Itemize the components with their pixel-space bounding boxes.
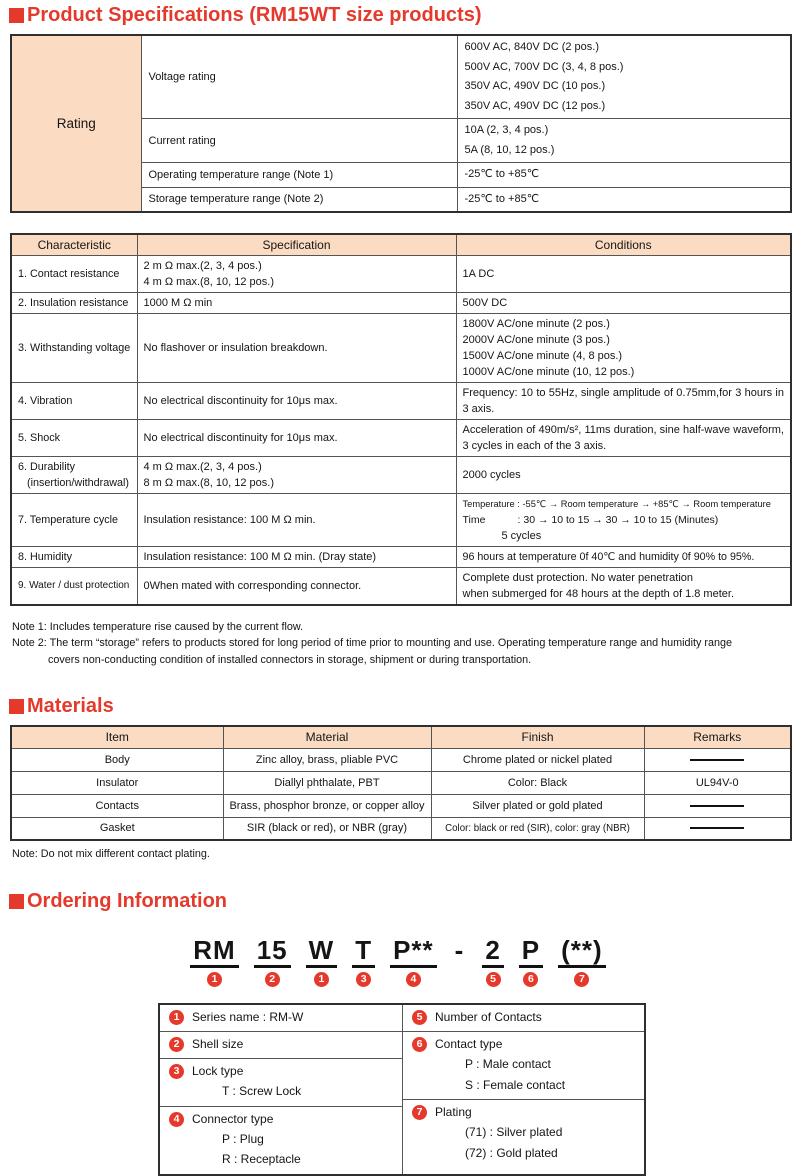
characteristic-cell	[11, 456, 137, 493]
material-cell: Diallyl phthalate, PBT	[223, 771, 431, 794]
text-line: 8 m Ω max.(8, 10, 12 pos.)	[143, 476, 274, 489]
ordering-code-segment	[306, 935, 338, 987]
characteristic-cell	[11, 292, 137, 313]
specification-cell	[137, 493, 456, 546]
finish-cell: Chrome plated or nickel plated	[431, 748, 644, 771]
code-part: T	[352, 935, 375, 968]
ordering-legend	[158, 1003, 646, 1176]
legend-entry	[412, 1008, 638, 1027]
text-line: Note 2: The term “storage” refers to products stored for long period of time prior to mounting and use. Operating temperature range and humidity range	[12, 637, 732, 649]
legend-label: Contact type	[435, 1037, 503, 1051]
materials-table	[10, 725, 792, 841]
text-line: 500V DC	[462, 296, 508, 309]
item-cell: Contacts	[11, 794, 223, 817]
legend-label: Number of Contacts	[435, 1010, 542, 1024]
conditions-cell	[456, 567, 791, 605]
legend-number-badge: 1	[169, 1010, 184, 1025]
code-number-badge: 1	[314, 972, 329, 987]
text-line: Acceleration of 490m/s², 11ms duration, sine half-wave waveform, 3 cycles in each of the 3 axis.	[462, 423, 784, 452]
legend-option: P : Male contact	[465, 1057, 551, 1071]
conditions-cell	[456, 255, 791, 292]
legend-cell	[160, 1107, 402, 1174]
column-header: Finish	[431, 726, 644, 748]
ordering-code-segment	[352, 935, 375, 987]
code-part: 2	[482, 935, 503, 968]
rating-value-cell	[457, 119, 791, 163]
legend-entry	[169, 1035, 396, 1054]
legend-label: Plating	[435, 1105, 472, 1119]
text-line: 0When mated with corresponding connector.	[143, 579, 362, 592]
ordering-code-segment	[452, 935, 468, 965]
text-line: Voltage rating	[148, 71, 216, 83]
legend-column	[402, 1005, 644, 1174]
ordering-code-segment	[482, 935, 503, 987]
text-line: 2000 cycles	[462, 468, 521, 481]
specification-cell	[137, 292, 456, 313]
legend-entry	[412, 1035, 638, 1054]
text-line: 1800V AC/one minute (2 pos.)	[462, 317, 610, 330]
characteristic-row	[11, 419, 791, 456]
legend-option: S : Female contact	[465, 1077, 566, 1092]
text-line: -25℃ to +85℃	[464, 192, 540, 205]
legend-cell	[160, 1032, 402, 1059]
section-bullet-icon	[9, 699, 24, 714]
characteristic-cell	[11, 382, 137, 419]
ordering-code-segment	[558, 935, 606, 987]
rating-value-cell	[457, 35, 791, 119]
item-cell: Insulator	[11, 771, 223, 794]
specification-cell	[137, 255, 456, 292]
text-line: 600V AC, 840V DC (2 pos.)	[464, 41, 600, 53]
column-header: Material	[223, 726, 431, 748]
section-title-product-specifications	[9, 4, 794, 27]
section-title-text: Materials	[27, 695, 114, 717]
rating-table	[10, 34, 792, 213]
material-row	[11, 794, 791, 817]
text-line: 1. Contact resistance	[18, 267, 120, 280]
text-line: 4. Vibration	[18, 394, 73, 407]
characteristic-row	[11, 456, 791, 493]
legend-number-badge: 7	[412, 1105, 427, 1120]
section-bullet-icon	[9, 894, 24, 909]
legend-entry	[169, 1008, 396, 1027]
material-cell: Brass, phosphor bronze, or copper alloy	[223, 794, 431, 817]
text-line: 5. Shock	[18, 431, 61, 444]
conditions-cell	[456, 419, 791, 456]
text-line: 8. Humidity	[18, 550, 73, 563]
legend-entry	[169, 1110, 396, 1129]
legend-label: Lock type	[192, 1064, 244, 1078]
conditions-cell	[456, 292, 791, 313]
ordering-code-segment	[519, 935, 543, 987]
legend-option: (71) : Silver plated	[465, 1125, 563, 1139]
text-line: 3. Withstanding voltage	[18, 341, 131, 354]
section-title-text: Ordering Information	[27, 890, 227, 912]
section-title-ordering-information	[9, 890, 794, 913]
specification-cell	[137, 567, 456, 605]
ordering-code-segment	[190, 935, 238, 987]
text-line: when submerged for 48 hours at the depth of 1.8 meter.	[462, 587, 735, 600]
column-header: Remarks	[644, 726, 791, 748]
finish-cell: Color: black or red (SIR), color: gray (NBR)	[431, 817, 644, 840]
characteristics-table	[10, 233, 792, 606]
ordering-code-segment	[390, 935, 437, 987]
text-line: Time : 30 → 10 to 15 → 30 → 10 to 15 (Minutes)	[462, 513, 719, 526]
characteristics-header-row	[11, 234, 791, 255]
text-line: Operating temperature range (Note 1)	[148, 168, 334, 181]
text-line: Storage temperature range (Note 2)	[148, 193, 324, 206]
text-line: (insertion/withdrawal)	[27, 476, 130, 489]
remarks-cell: UL94V-0	[644, 771, 791, 794]
characteristic-row	[11, 493, 791, 546]
text-line: Insulation resistance: 100 M Ω min. (Dray state)	[143, 550, 377, 563]
product-specifications-section	[10, 4, 794, 668]
code-number-badge: 1	[207, 972, 222, 987]
legend-entry	[169, 1062, 396, 1081]
conditions-cell	[456, 313, 791, 382]
section-bullet-icon	[9, 8, 24, 23]
conditions-cell	[456, 546, 791, 567]
text-line: No electrical discontinuity for 10μs max.	[143, 394, 338, 407]
specification-cell	[137, 546, 456, 567]
rating-label-cell	[141, 119, 457, 163]
legend-number-badge: 5	[412, 1010, 427, 1025]
material-row	[11, 771, 791, 794]
item-cell: Gasket	[11, 817, 223, 840]
legend-column	[160, 1005, 402, 1174]
characteristic-row	[11, 313, 791, 382]
text-line: 1000 M Ω min	[143, 296, 213, 309]
text-line: 7. Temperature cycle	[18, 513, 119, 526]
legend-number-badge: 4	[169, 1112, 184, 1127]
spec-notes	[12, 619, 794, 669]
rating-label-cell	[141, 187, 457, 212]
specification-cell	[137, 419, 456, 456]
legend-option: P : Plug	[222, 1131, 264, 1146]
characteristic-row	[11, 255, 791, 292]
legend-label: Shell size	[192, 1037, 244, 1051]
column-header: Conditions	[456, 234, 791, 255]
material-row	[11, 748, 791, 771]
section-title-text: Product Specifications (RM15WT size products)	[27, 4, 482, 26]
rating-row	[11, 35, 791, 119]
specification-cell	[137, 382, 456, 419]
text-line: 5 cycles	[501, 529, 542, 542]
code-part: RM	[190, 935, 238, 968]
material-row	[11, 817, 791, 840]
finish-cell: Color: Black	[431, 771, 644, 794]
text-line: 9. Water / dust protection	[18, 579, 130, 591]
remarks-cell	[644, 794, 791, 817]
characteristic-row	[11, 546, 791, 567]
legend-cell	[160, 1059, 402, 1107]
section-title-materials	[9, 695, 794, 718]
column-header: Item	[11, 726, 223, 748]
column-header: Characteristic	[11, 234, 137, 255]
text-line: 2000V AC/one minute (3 pos.)	[462, 333, 610, 346]
dash-icon	[690, 805, 744, 807]
text-line: No flashover or insulation breakdown.	[143, 341, 328, 354]
code-part: W	[306, 935, 338, 968]
rating-value-cell	[457, 187, 791, 212]
legend-option: (72) : Gold plated	[465, 1145, 558, 1160]
text-line: 350V AC, 490V DC (12 pos.)	[464, 99, 606, 112]
text-line: 10A (2, 3, 4 pos.)	[464, 124, 549, 136]
text-line: 1000V AC/one minute (10, 12 pos.)	[462, 365, 635, 378]
characteristic-row	[11, 567, 791, 605]
legend-cell	[403, 1032, 644, 1100]
legend-cell	[160, 1005, 402, 1032]
legend-number-badge: 6	[412, 1037, 427, 1052]
text-line: 6. Durability	[18, 460, 76, 473]
materials-note: Note: Do not mix different contact plating.	[12, 848, 210, 860]
remarks-cell	[644, 748, 791, 771]
text-line: Frequency: 10 to 55Hz, single amplitude of 0.75mm,for 3 hours in 3 axis.	[462, 386, 784, 415]
ordering-information-section	[10, 890, 794, 1176]
ordering-code	[2, 935, 794, 987]
code-part: P**	[390, 935, 437, 968]
text-line: 5A (8, 10, 12 pos.)	[464, 143, 555, 156]
legend-number-badge: 2	[169, 1037, 184, 1052]
materials-header-row	[11, 726, 791, 748]
characteristic-cell	[11, 419, 137, 456]
characteristic-cell	[11, 546, 137, 567]
code-part: 15	[254, 935, 291, 968]
rating-label-cell	[141, 163, 457, 188]
text-line: Note 1: Includes temperature rise caused by the current flow.	[12, 620, 304, 633]
text-line: 2 m Ω max.(2, 3, 4 pos.)	[143, 259, 262, 272]
legend-entry	[412, 1103, 638, 1122]
dash-icon	[690, 827, 744, 829]
code-number-badge: 6	[523, 972, 538, 987]
column-header: Specification	[137, 234, 456, 255]
legend-label: Series name : RM-W	[192, 1010, 304, 1024]
legend-option: T : Screw Lock	[222, 1084, 302, 1098]
code-number-badge: 4	[406, 972, 421, 987]
text-line: 96 hours at temperature 0f 40℃ and humidity 0f 90% to 95%.	[462, 550, 755, 563]
rating-row-header: Rating	[11, 35, 141, 212]
legend-option: R : Receptacle	[222, 1152, 301, 1166]
text-line: Temperature : -55℃ → Room temperature → +85℃ → Room temperature	[462, 498, 771, 509]
ordering-code-segment	[254, 935, 291, 987]
legend-cell	[403, 1100, 644, 1174]
code-number-badge: 5	[486, 972, 501, 987]
legend-label: Connector type	[192, 1111, 274, 1126]
text-line: Current rating	[148, 134, 216, 147]
rating-value-cell	[457, 163, 791, 188]
text-line: -25℃ to +85℃	[464, 168, 540, 180]
conditions-cell	[456, 493, 791, 546]
characteristic-cell	[11, 313, 137, 382]
legend-number-badge: 3	[169, 1064, 184, 1079]
characteristic-row	[11, 382, 791, 419]
material-cell: Zinc alloy, brass, pliable PVC	[223, 748, 431, 771]
materials-section	[10, 695, 794, 862]
text-line: Complete dust protection. No water penetration	[462, 571, 694, 584]
code-number-badge: 3	[356, 972, 371, 987]
text-line: Insulation resistance: 100 M Ω min.	[143, 513, 316, 526]
code-part: P	[519, 935, 543, 968]
remarks-cell	[644, 817, 791, 840]
text-line: 1A DC	[462, 267, 495, 280]
finish-cell: Silver plated or gold plated	[431, 794, 644, 817]
material-cell: SIR (black or red), or NBR (gray)	[223, 817, 431, 840]
code-part: -	[454, 935, 465, 965]
legend-cell	[403, 1005, 644, 1032]
characteristic-row	[11, 292, 791, 313]
text-line: covers non-conducting condition of installed connectors in storage, shipment or during transportation.	[48, 653, 532, 666]
text-line: 350V AC, 490V DC (10 pos.)	[464, 80, 606, 92]
text-line: 1500V AC/one minute (4, 8 pos.)	[462, 349, 623, 362]
rating-label-cell	[141, 35, 457, 119]
conditions-cell	[456, 382, 791, 419]
text-line: 4 m Ω max.(8, 10, 12 pos.)	[143, 275, 274, 288]
characteristic-cell	[11, 567, 137, 605]
code-number-badge: 7	[574, 972, 589, 987]
text-line: 2. Insulation resistance	[18, 296, 129, 309]
text-line: 500V AC, 700V DC (3, 4, 8 pos.)	[464, 60, 624, 73]
text-line: 4 m Ω max.(2, 3, 4 pos.)	[143, 460, 262, 473]
item-cell: Body	[11, 748, 223, 771]
specification-cell	[137, 313, 456, 382]
dash-icon	[690, 759, 744, 761]
code-part: (**)	[558, 935, 606, 968]
characteristic-cell	[11, 255, 137, 292]
text-line: No electrical discontinuity for 10μs max.	[143, 431, 338, 444]
characteristic-cell	[11, 493, 137, 546]
specification-cell	[137, 456, 456, 493]
conditions-cell	[456, 456, 791, 493]
code-number-badge: 2	[265, 972, 280, 987]
